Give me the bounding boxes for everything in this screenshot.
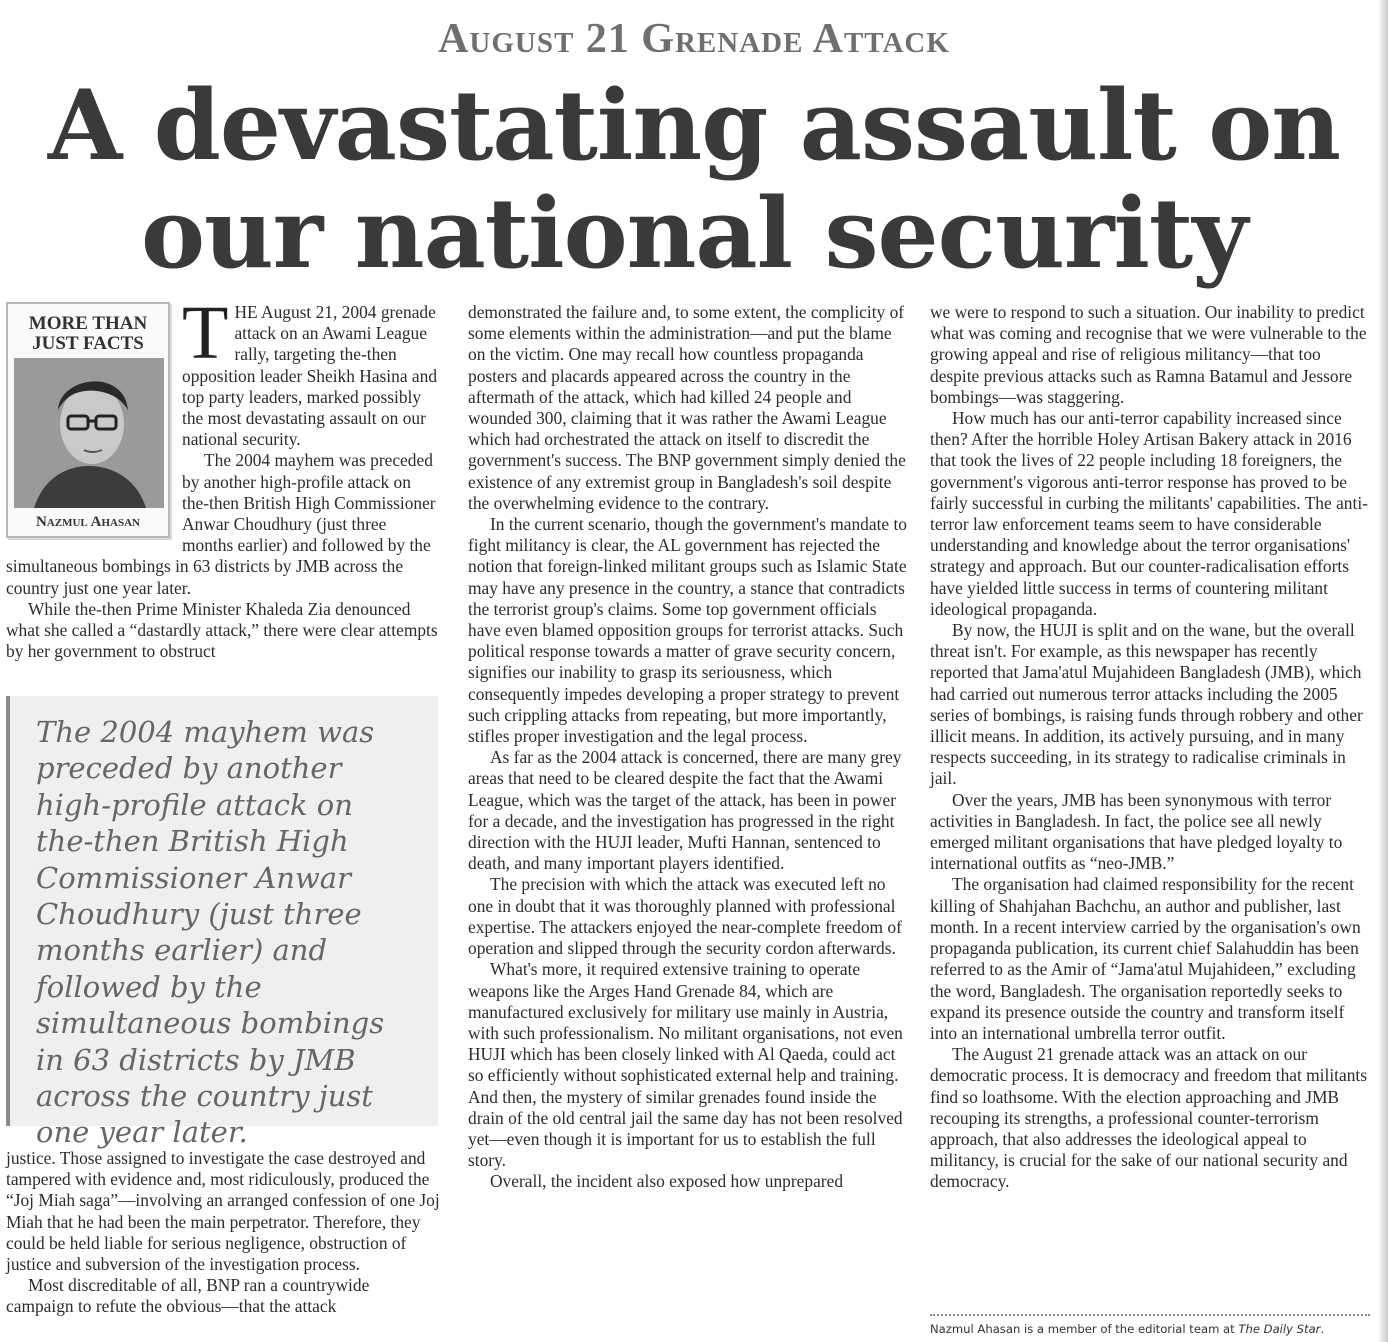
- paragraph: In the current scenario, though the government's mandate to fight militancy is clear, the AL government has rejected the notion that foreign-linked militant groups such as Islamic State may have any presence in the country, a stance that contradicts the terrorist group's claims. Some top government officials have even blamed opposition groups for terrorist attacks. Such political response towards a matter of grave security concern, signifies our inability to grasp its seriousness, which consequently impedes developing a proper strategy to prevent such crippling attacks from repeating, but more importantly, stifles proper investigation and the legal process.: [468, 514, 907, 747]
- drop-cap: T: [182, 291, 229, 375]
- author-note-text: Nazmul Ahasan is a member of the editorial team at: [930, 1322, 1239, 1336]
- paragraph: The August 21 grenade attack was an attack on our democratic process. It is democracy and freedom that militants find so loathsome. With the election approaching and JMB recouping its strengths, a professional counter-terrorism approach, that also addresses the ideological appeal to militancy, is crucial for the sake of our national security and democracy.: [930, 1044, 1368, 1192]
- column-1-bottom: [6, 1148, 440, 1318]
- headline: A devastating assault on our national security: [47, 69, 1341, 290]
- column-1-top: [6, 291, 438, 662]
- author-note-end: .: [1320, 1322, 1325, 1336]
- paragraph: While the-then Prime Minister Khaleda Zia denounced what she called a “dastardly attack,” there were clear attempts by her government to obstruct: [6, 598, 438, 662]
- paragraph: demonstrated the failure and, to some extent, the complicity of some elements within the administration—and put the blame on the victim. One may recall how countless propaganda posters and placards appeared across the country in the aftermath of the attack, which had killed 24 people and wounded 300, claiming that it was rather the Awami League which had orchestrated the attack on itself to discredit the government's success. The BNP government simply denied the existence of any extremist group in Bangladesh's soil despite the overwhelming evidence to the contrary.: [468, 302, 906, 513]
- paragraph: By now, the HUJI is split and on the wane, but the overall threat isn't. For example, as this newspaper has recently reported that Jama'atul Mujahideen Bangladesh (JMB), which had carried out numerous terror attacks including the 2005 series of bombings, is raising funds through robbery and other illicit means. In addition, its actively pursuing, and in many respects succeeding, in its strategy to radicalise criminals in jail.: [930, 620, 1363, 789]
- paragraph: Most discreditable of all, BNP ran a countrywide campaign to refute the obvious—that the attack: [6, 1275, 370, 1317]
- paragraph: As far as the 2004 attack is concerned, there are many grey areas that need to be cleared despite the fact that the Awami League, which was the target of the attack, has been in power for a decade, and the investigation has progressed in the right direction with the HUJI leader, Mufti Hannan, sentenced to death, and many important players identified.: [468, 747, 902, 874]
- author-byline: Nazmul Ahasan: [35, 514, 141, 530]
- page-edge-shadow: [1378, 0, 1388, 1342]
- column-3: [930, 302, 1370, 1193]
- column-tag: MORE THAN JUST FACTS: [28, 313, 148, 354]
- paragraph: justice. Those assigned to investigate the case destroyed and tampered with evidence and, most ridiculously, produced the “Joj Miah saga”—involving an arranged confession of one Joj Miah that he had been the main perpetrator. Therefore, they could be held liable for serious negligence, obstruction of justice and subversion of the investigation process.: [6, 1148, 440, 1275]
- author-box: [6, 302, 170, 538]
- footer-divider: [930, 1314, 1370, 1316]
- paragraph: How much has our anti-terror capability increased since then? After the horrible Holey Artisan Bakery attack in 2016 that took the lives of 22 people including 18 foreigners, the government's vigorous anti-terror response has proved to be fairly successful in curbing the militants' capabilities. The anti-terror law enforcement teams seem to have considerable understanding and knowledge about the terror organisations' strategy and approach. But our counter-radicalisation efforts have yielded little success in terms of countering militant ideological propaganda.: [930, 408, 1368, 619]
- publication-name: The Daily Star: [1238, 1322, 1321, 1336]
- pull-quote: [6, 696, 438, 1150]
- author-note: [930, 1322, 1370, 1336]
- paragraph: What's more, it required extensive training to operate weapons like the Arges Hand Grenade 84, which are manufactured exclusively for military use mainly in Austria, with such professionalism. No militant organisations, not even HUJI which has been closely linked with Al Qaeda, could act so efficiently without sophisticated external help and training. And then, the mystery of similar grenades found inside the drain of the old central jail the same day has not been resolved yet—even though it is important for us to establish the full story.: [468, 959, 903, 1171]
- paragraph: The precision with which the attack was executed left no one in doubt that it was thoroughly planned with professional expertise. The attackers enjoyed the near-complete freedom of operation and slipped through the security cordon afterwards.: [468, 874, 902, 959]
- paragraph: HE August 21, 2004 grenade attack on an Awami League rally, targeting the-then opposition leader Sheikh Hasina and top party leaders, marked possibly the most devastating assault on our national security.: [182, 302, 438, 450]
- paragraph: Over the years, JMB has been synonymous with terror activities in Bangladesh. In fact, the police see all newly emerged militant organisations that have pledged loyalty to international outfits as “neo-JMB.”: [930, 789, 1343, 874]
- column-2: [468, 302, 908, 1193]
- paragraph: The organisation had claimed responsibility for the recent killing of Shahjahan Bachchu, an author and publisher, last month. In a recent interview carried by the organisation's own propaganda publication, its current chief Salahuddin has been referred to as the Amir of “Jama'atul Mujahideen,” excluding the word, Bangladesh. The organisation reportedly seeks to expand its presence outside the country and transform itself into an international umbrella terror outfit.: [930, 874, 1361, 1043]
- author-photo: [14, 358, 164, 508]
- author-portrait-icon: [14, 358, 164, 508]
- paragraph: The 2004 mayhem was preceded by another high-profile attack on the-then British High Commissioner Anwar Choudhury (just three months earlier) and followed by the simultaneous bombings in 63 districts by JMB across the country just one year later.: [6, 450, 436, 598]
- paragraph: we were to respond to such a situation. Our inability to predict what was coming and recognise that we were vulnerable to the growing appeal and rise of religious militancy—that too despite previous attacks such as Ramna Batamul and Jessore bombings—was staggering.: [930, 302, 1367, 407]
- pull-quote-text: The 2004 mayhem was preceded by another high-profile attack on the-then British High Commissioner Anwar Choudhury (just three months earlier) and followed by the simultaneous bombings in 63 districts by JMB across the country just one year later.: [36, 715, 385, 1150]
- kicker: August 21 Grenade Attack: [438, 16, 950, 62]
- paragraph: Overall, the incident also exposed how unprepared: [490, 1171, 844, 1192]
